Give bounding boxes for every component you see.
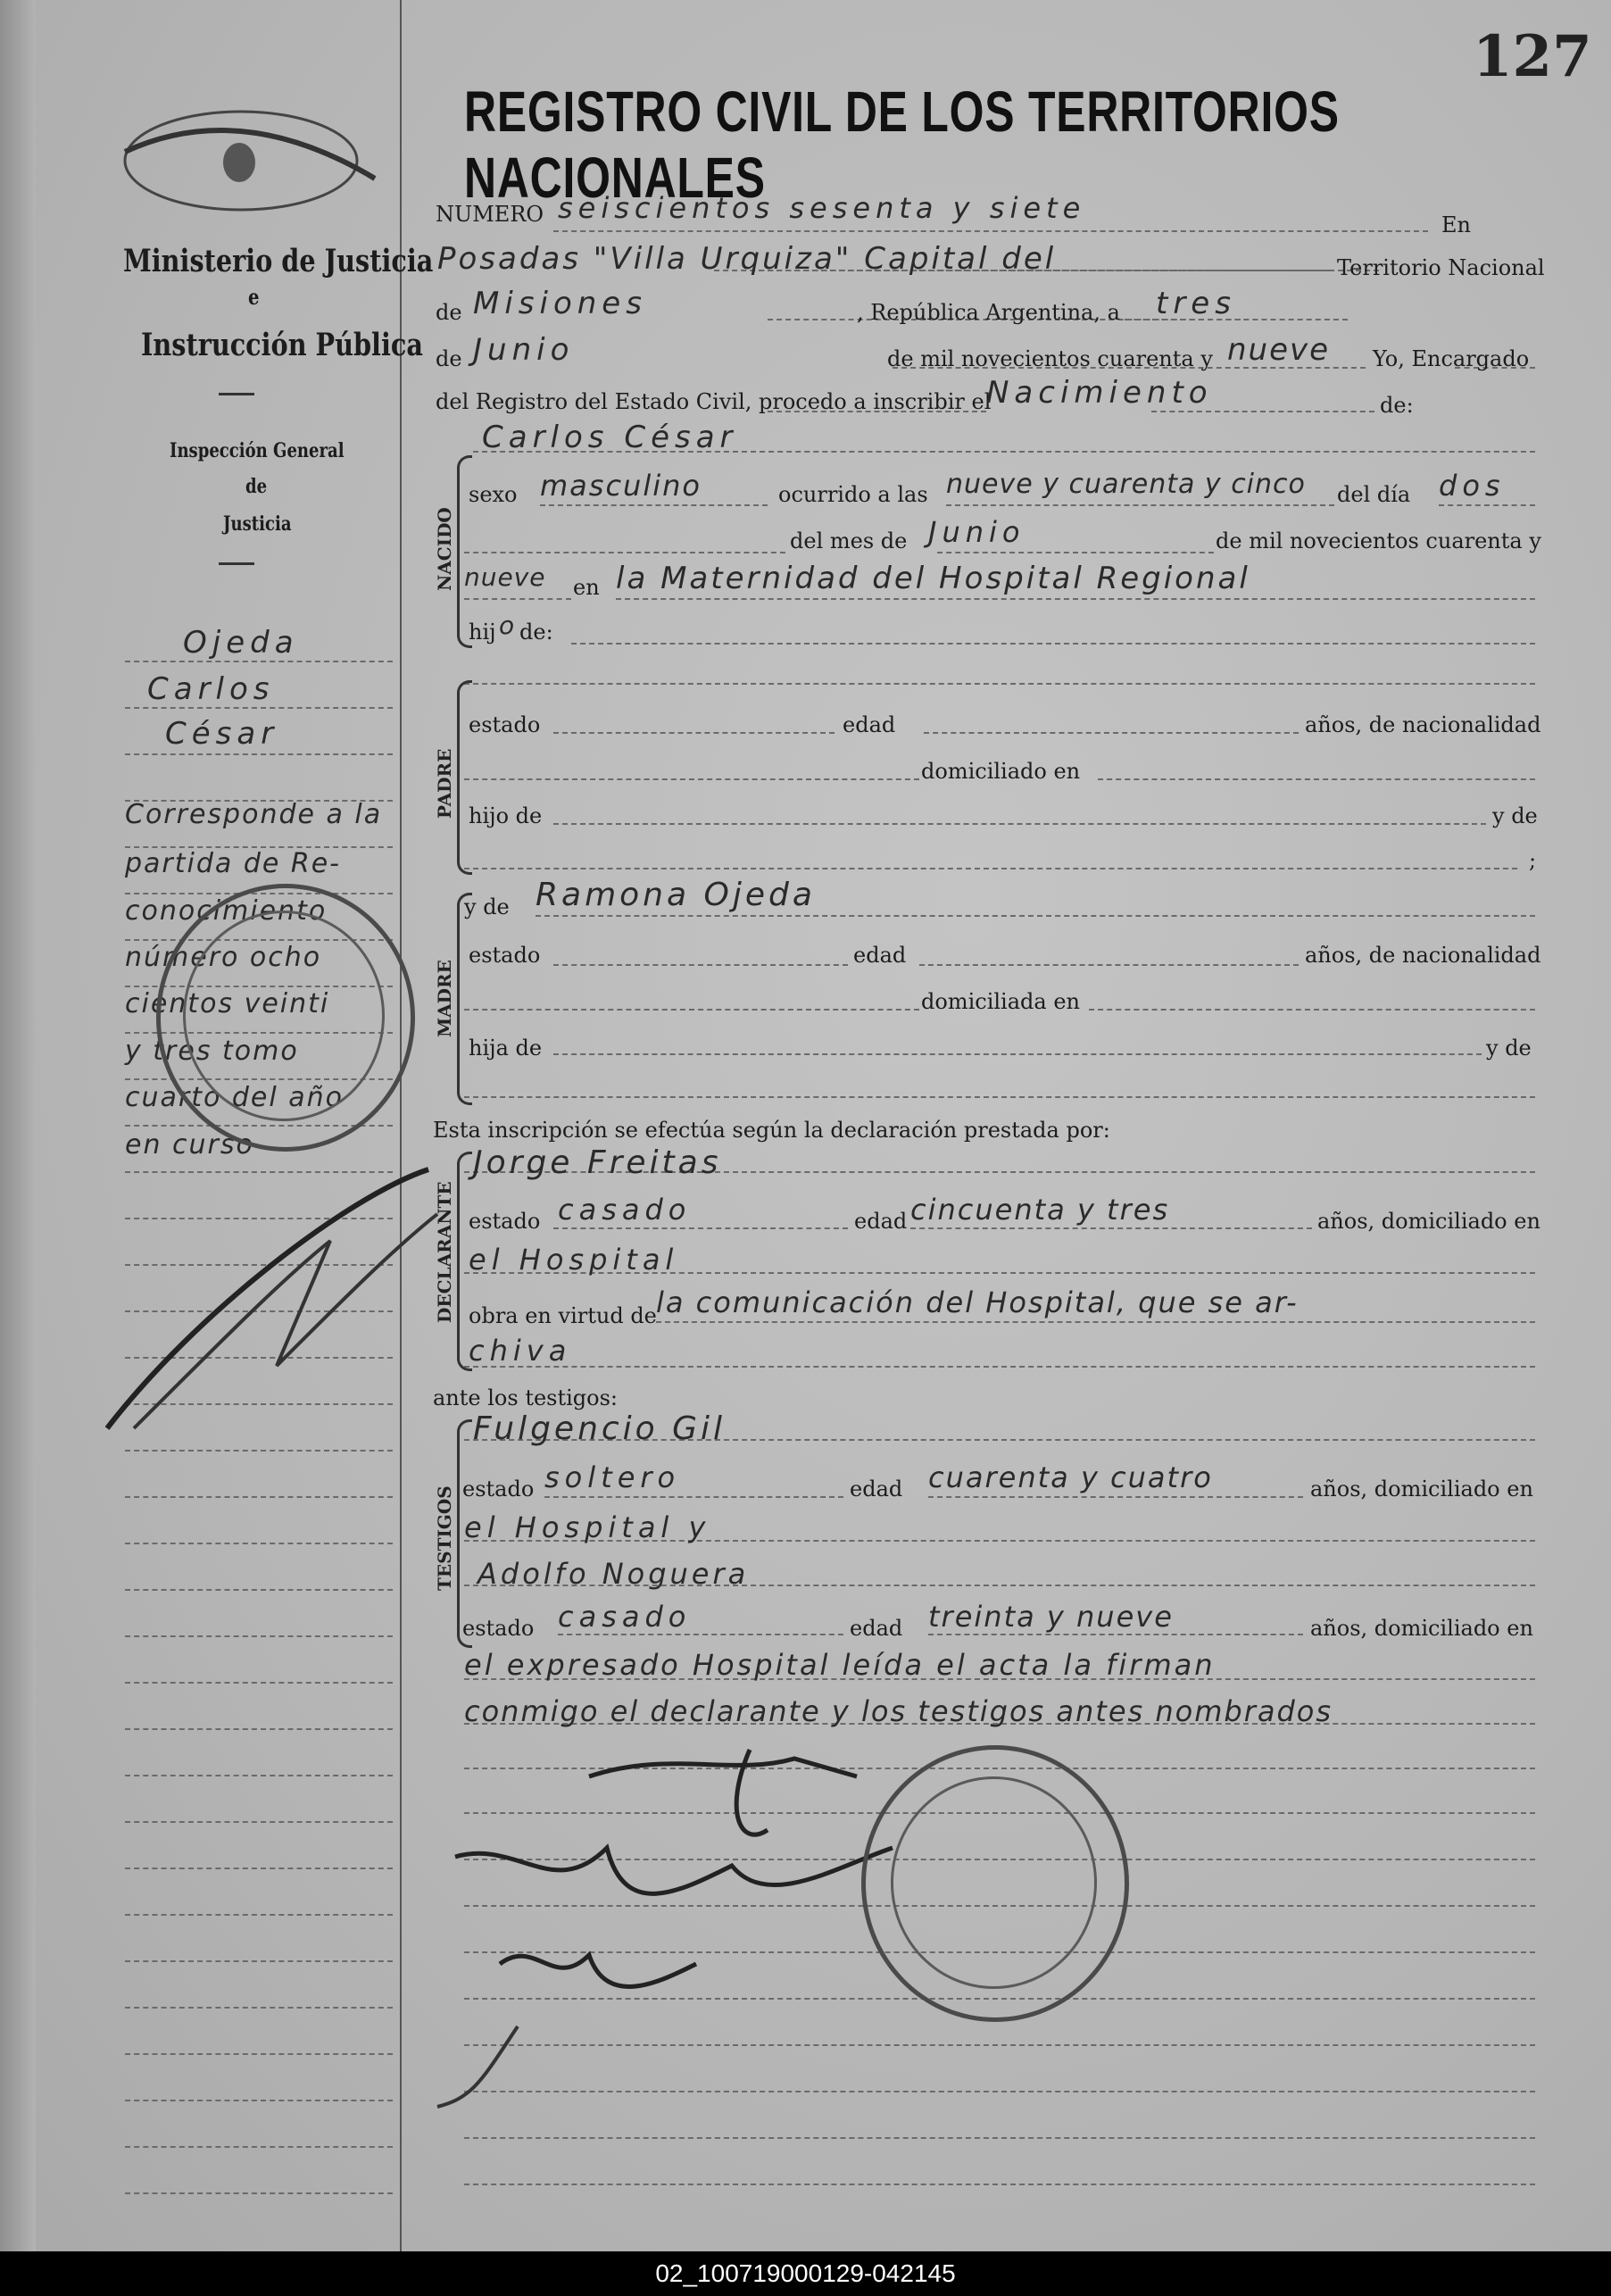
testigo1-edad-value: cuarenta y cuatro [928,1460,1213,1494]
document-title: REGISTRO CIVIL DE LOS TERRITORIOS NACIONALES [464,79,1340,210]
form-ruled-line [616,598,1535,600]
republica-label: , República Argentina, a [857,300,1120,325]
sexo-value: masculino [540,469,702,503]
margin-note-surname: Ojeda [183,625,299,661]
form-ruled-line [553,1053,1482,1055]
madre-edad-label: edad [853,943,907,968]
margin-note-line5: cientos veinti [125,988,330,1019]
padre-edad-label: edad [843,712,896,737]
form-ruled-line [464,1096,1535,1098]
madre-y-de2-label: y de [1486,1036,1532,1061]
sidebar-divider-2 [219,562,254,565]
testigo2-estado-value: casado [558,1600,692,1634]
coat-of-arms-icon [107,89,402,214]
testigo2-nombre-value: Adolfo Noguera [477,1557,750,1591]
testigo1-nombre-value: Fulgencio Gil [473,1410,727,1447]
form-ruled-line [464,598,571,600]
form-ruled-line [536,915,1535,917]
hijo-label: hij [469,620,496,645]
image-code-bar: 02_100719000129-042145 [0,2251,1611,2296]
obra-value-cont: chiva [469,1334,572,1368]
form-ruled-line [540,504,768,506]
form-ruled-line [937,552,1214,553]
nacimiento-en-label: en [573,575,600,600]
testigo2-edad-value: treinta y nueve [928,1600,1174,1634]
form-ruled-line [1089,1009,1535,1011]
obra-label: obra en virtud de [469,1303,657,1328]
hijo-de-label: de: [519,620,553,645]
inspection-title-line2: de [245,475,268,498]
registro-label: del Registro del Estado Civil, procedo a inscribir el [436,389,992,414]
form-ruled-line [464,2137,1535,2139]
declarante-edad-label: edad [854,1209,908,1234]
madre-nombre-value: Ramona Ojeda [536,877,816,913]
yo-encargado-label: Yo, Encargado [1373,346,1530,371]
declarante-nombre-value: Jorge Freitas [473,1144,722,1181]
anio-label: de mil novecientos cuarenta y [887,346,1213,371]
testigo1-domicilio-value: el Hospital y [464,1510,711,1544]
numero-value: seiscientos sesenta y siete [558,191,1086,225]
obra-value: la comunicación del Hospital, que se ar- [656,1285,1299,1319]
declarante-anios-label: años, domiciliado en [1317,1209,1540,1234]
form-ruled-line [464,683,1535,685]
nacimiento-anio-label: de mil novecientos cuarenta y [1216,528,1541,553]
nacido-section-label: NACIDO [434,507,455,591]
official-stamp-margin-inner [183,911,385,1121]
official-stamp-bottom-inner [891,1776,1097,1989]
form-ruled-line [946,504,1334,506]
declaracion-label: Esta inscripción se efectúa según la declaración prestada por: [433,1118,1110,1143]
form-ruled-line [1098,778,1535,780]
territorio-value: Misiones [473,286,647,321]
padre-section-label: PADRE [434,748,455,819]
margin-note-line7: cuarto del año [125,1082,345,1113]
testigo1-anios-label: años, domiciliado en [1310,1477,1533,1502]
margin-ruled-line [125,2192,393,2194]
inspection-title-line1: Inspección General [170,439,345,462]
testigo2-edad-label: edad [850,1616,903,1641]
page-binding [0,0,36,2251]
margin-note-name2: César [165,716,279,752]
ministry-title-line1: Ministerio de Justicia [123,243,434,279]
testigos-section-label: TESTIGOS [434,1485,455,1591]
margin-note-line8: en curso [125,1129,254,1160]
form-ruled-line [464,2184,1535,2185]
margin-note-line6: y tres tomo [125,1036,299,1067]
form-ruled-line [571,643,1535,645]
hora-value: nueve y cuarenta y cinco [946,469,1306,500]
nacimiento-mes-value: Junio [928,515,1026,549]
form-ruled-line [464,1009,919,1011]
sexo-label: sexo [469,482,518,507]
margin-note-line2: partida de Re- [125,848,341,879]
fecha-mes-value: Junio [473,332,575,368]
padre-hijo-de-label: hijo de [469,803,543,828]
padre-domiciliado-label: domiciliado en [921,759,1081,784]
de3-label: de: [1380,393,1414,418]
padre-end-mark: ; [1529,848,1537,873]
testigo2-anios-label: años, domiciliado en [1310,1616,1533,1641]
inspection-title-line3: Justicia [223,512,292,536]
madre-bracket [457,893,472,1105]
del-mes-label: del mes de [790,528,908,553]
padre-anios-label: años, de nacionalidad [1305,712,1541,737]
madre-anios-label: años, de nacionalidad [1305,943,1541,968]
declarante-section-label: DECLARANTE [434,1181,455,1323]
signatures-drawing [54,1134,1303,2116]
hijo-gender-value: o [499,611,515,640]
testigo1-estado-label: estado [462,1477,535,1502]
form-ruled-line [919,964,1299,966]
declarante-estado-value: casado [558,1193,692,1227]
testigo2-estado-label: estado [462,1616,535,1641]
margin-note-line1: Corresponde a la [125,799,383,830]
form-ruled-line [1439,504,1535,506]
margin-note-name1: Carlos [147,671,275,707]
testigo1-estado-value: soltero [544,1460,681,1494]
de2-label: de [436,346,462,371]
padre-estado-label: estado [469,712,541,737]
nacimiento-lugar-value: la Maternidad del Hospital Regional [616,561,1250,596]
padre-bracket [457,680,472,875]
declarante-edad-value: cincuenta y tres [910,1193,1170,1227]
madre-section-label: MADRE [434,960,455,1037]
margin-ruled-line [125,2146,393,2148]
form-ruled-line [553,964,848,966]
form-ruled-line [553,732,835,734]
madre-estado-label: estado [469,943,541,968]
form-ruled-line [464,868,1517,869]
nacimiento-dia-value: dos [1439,469,1506,503]
margin-ruled-line [125,753,393,755]
nombre-inscripto-value: Carlos César [482,420,738,455]
del-dia-label: del día [1337,482,1411,507]
form-ruled-line [553,823,1486,825]
acto-value: Nacimiento [986,375,1213,411]
madre-domiciliada-label: domiciliada en [921,989,1080,1014]
cierre-value: conmigo el declarante y los testigos antes nombrados [464,1694,1333,1728]
form-ruled-line [924,732,1299,734]
lugar-value: Posadas "Villa Urquiza" Capital del [437,241,1057,277]
declarante-domicilio-value: el Hospital [469,1243,679,1277]
form-ruled-line [464,778,919,780]
form-ruled-line [464,552,785,553]
ministry-title-line2: e [248,284,260,310]
form-ruled-line [553,230,1428,232]
form-ruled-line [1151,411,1374,412]
testigo2-domicilio-value: el expresado Hospital leída el acta la firman [464,1648,1216,1682]
territorio-label: Territorio Nacional [1337,255,1545,280]
testigos-label: ante los testigos: [433,1385,619,1410]
fecha-anio-value: nueve [1227,332,1331,368]
page-number: 127 [1473,23,1592,90]
sidebar-divider [219,393,254,395]
margin-ruled-line [125,707,393,709]
padre-y-de-label: y de [1492,803,1538,828]
fecha-dia-value: tres [1156,286,1236,321]
margin-note-line4: número ocho [125,942,322,973]
numero-label: NUMERO [436,202,544,227]
en-label: En [1441,212,1471,237]
madre-y-de-label: y de [464,894,510,919]
de-label: de [436,300,462,325]
ministry-title-line3: Instrucción Pública [141,327,423,363]
nacimiento-anio-value: nueve [464,562,546,592]
madre-hija-de-label: hija de [469,1036,543,1061]
margin-note-line3: conocimiento [125,895,328,927]
testigo1-edad-label: edad [850,1477,903,1502]
margin-ruled-line [125,661,393,662]
ocurrido-label: ocurrido a las [778,482,928,507]
declarante-estado-label: estado [469,1209,541,1234]
